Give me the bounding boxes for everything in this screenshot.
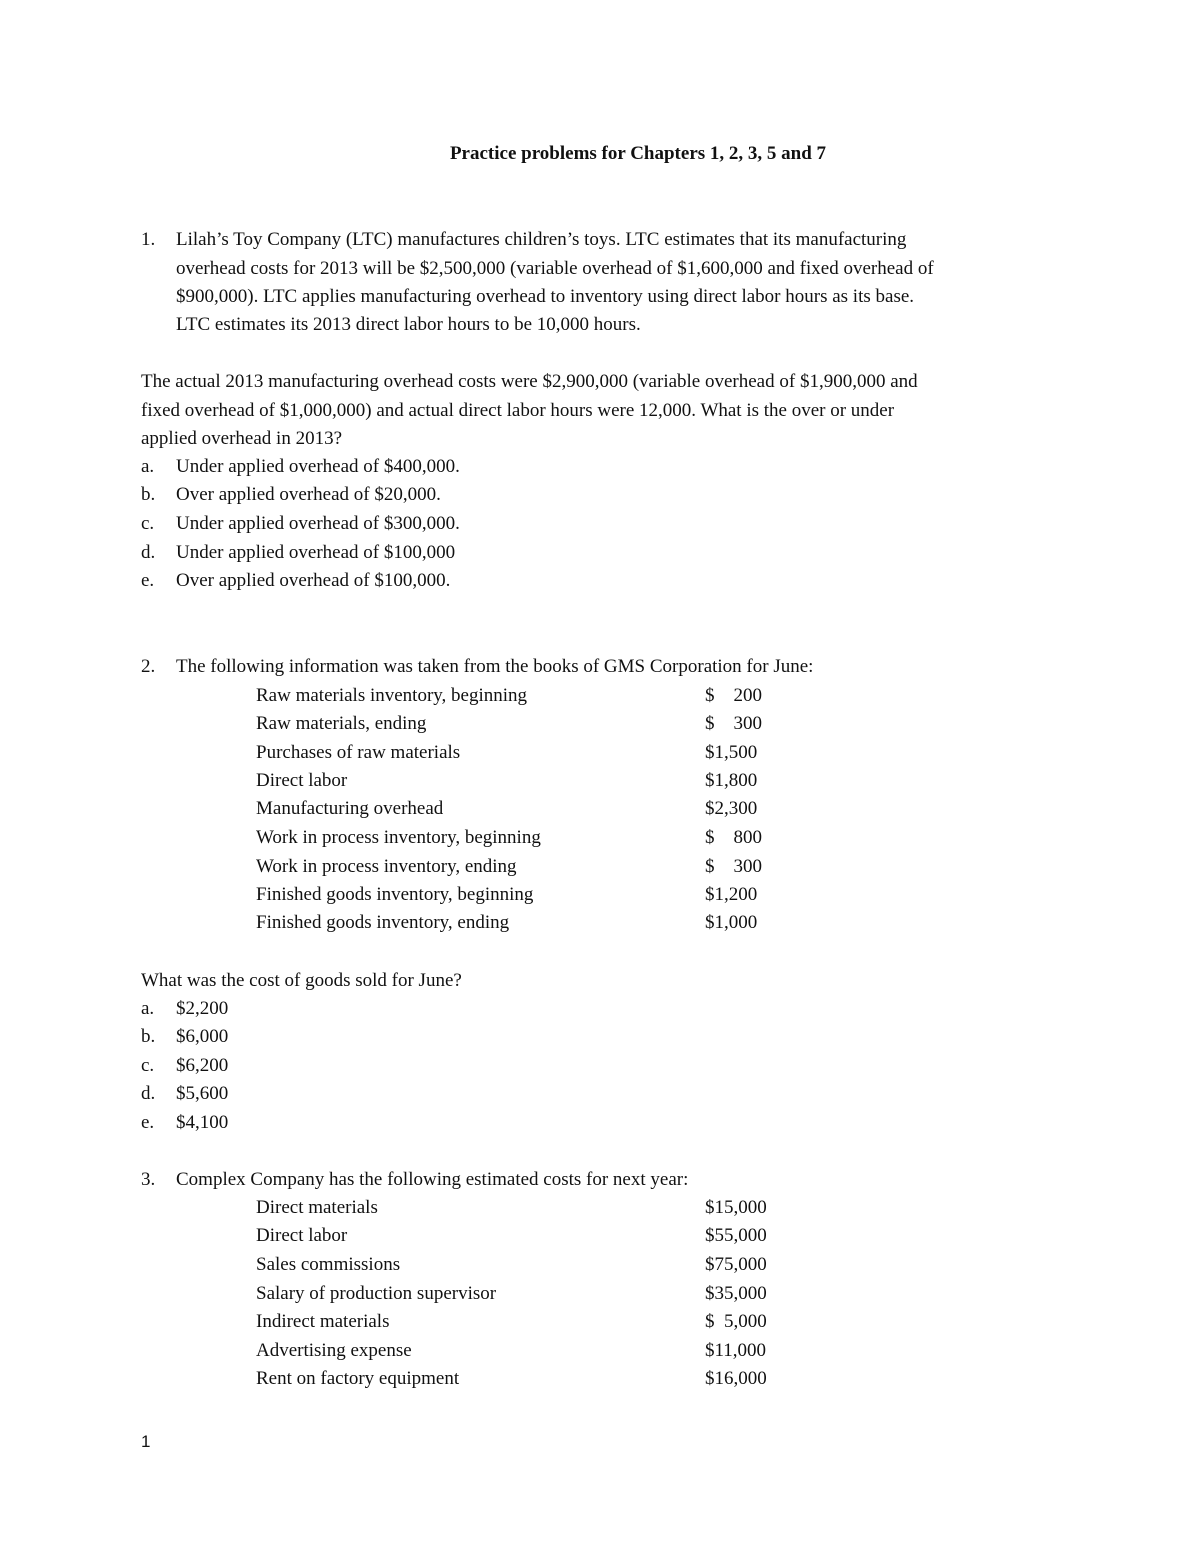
question-1-line xyxy=(0,283,1200,311)
option-letter: e. xyxy=(141,570,155,591)
option-text: $2,200 xyxy=(176,998,229,1019)
row-value: $ 300 xyxy=(705,713,762,734)
question-1-line xyxy=(0,255,1200,283)
page-title: Practice problems for Chapters 1, 2, 3, 5 and 7 xyxy=(449,143,827,164)
row-label: Raw materials, ending xyxy=(256,713,427,734)
option-letter: b. xyxy=(141,484,156,505)
row-label: Finished goods inventory, ending xyxy=(256,912,510,933)
table-row xyxy=(0,1365,1200,1393)
question-text: $900,000). LTC applies manufacturing overhead to inventory using direct labor hours as its base. xyxy=(176,286,915,307)
row-label: Direct materials xyxy=(256,1197,378,1218)
option-letter: e. xyxy=(141,1112,155,1133)
question-text: overhead costs for 2013 will be $2,500,000 (variable overhead of $1,600,000 and fixed overhead of xyxy=(176,258,934,279)
answer-option xyxy=(0,1080,1200,1108)
answer-option xyxy=(0,481,1200,509)
row-label: Direct labor xyxy=(256,770,348,791)
table-row xyxy=(0,767,1200,795)
page-number: 1 xyxy=(141,1432,151,1451)
question-prompt: The actual 2013 manufacturing overhead costs were $2,900,000 (variable overhead of $1,900,000 and xyxy=(141,371,918,392)
row-label: Work in process inventory, beginning xyxy=(256,827,541,848)
row-value: $55,000 xyxy=(705,1225,767,1246)
row-value: $11,000 xyxy=(705,1340,767,1361)
row-label: Sales commissions xyxy=(256,1254,401,1275)
option-text: Under applied overhead of $300,000. xyxy=(176,513,460,534)
row-value: $ 800 xyxy=(705,827,762,848)
table-row xyxy=(0,824,1200,852)
row-value: $16,000 xyxy=(705,1368,767,1389)
row-label: Direct labor xyxy=(256,1225,348,1246)
answer-option xyxy=(0,510,1200,538)
answer-option xyxy=(0,1109,1200,1137)
option-text: Over applied overhead of $100,000. xyxy=(176,570,451,591)
question-text: LTC estimates its 2013 direct labor hours to be 10,000 hours. xyxy=(176,314,641,335)
question-text: Lilah’s Toy Company (LTC) manufactures children’s toys. LTC estimates that its manufacturing xyxy=(176,229,907,250)
answer-option xyxy=(0,1023,1200,1051)
question-number: 1. xyxy=(141,229,156,250)
row-value: $1,000 xyxy=(705,912,758,933)
option-letter: c. xyxy=(141,513,155,534)
table-row xyxy=(0,710,1200,738)
row-value: $ 5,000 xyxy=(705,1311,767,1332)
question-1-prompt-line xyxy=(0,368,1200,396)
option-text: Under applied overhead of $400,000. xyxy=(176,456,460,477)
row-value: $ 300 xyxy=(705,856,762,877)
question-2-intro xyxy=(0,653,1200,681)
row-value: $2,300 xyxy=(705,798,758,819)
option-letter: d. xyxy=(141,542,156,563)
row-value: $1,200 xyxy=(705,884,758,905)
answer-option xyxy=(0,453,1200,481)
option-text: $5,600 xyxy=(176,1083,229,1104)
option-text: $4,100 xyxy=(176,1112,229,1133)
table-row xyxy=(0,1251,1200,1279)
row-value: $1,500 xyxy=(705,742,758,763)
row-value: $35,000 xyxy=(705,1283,767,1304)
answer-option xyxy=(0,1052,1200,1080)
table-row xyxy=(0,1222,1200,1250)
question-1-prompt-line xyxy=(0,425,1200,453)
question-1-line xyxy=(0,226,1200,254)
row-label: Work in process inventory, ending xyxy=(256,856,517,877)
option-letter: b. xyxy=(141,1026,156,1047)
row-value: $75,000 xyxy=(705,1254,767,1275)
question-2-prompt xyxy=(0,967,1200,995)
option-letter: d. xyxy=(141,1083,156,1104)
question-prompt: applied overhead in 2013? xyxy=(141,428,343,449)
option-letter: a. xyxy=(141,998,155,1019)
question-1-prompt-line xyxy=(0,397,1200,425)
option-text: $6,200 xyxy=(176,1055,229,1076)
row-value: $1,800 xyxy=(705,770,758,791)
option-text: $6,000 xyxy=(176,1026,229,1047)
row-label: Rent on factory equipment xyxy=(256,1368,460,1389)
option-letter: a. xyxy=(141,456,155,477)
question-text: Complex Company has the following estimated costs for next year: xyxy=(176,1169,689,1190)
table-row xyxy=(0,1194,1200,1222)
table-row xyxy=(0,1308,1200,1336)
row-label: Raw materials inventory, beginning xyxy=(256,685,528,706)
option-letter: c. xyxy=(141,1055,155,1076)
question-prompt: fixed overhead of $1,000,000) and actual direct labor hours were 12,000. What is the over or under xyxy=(141,400,895,421)
answer-option xyxy=(0,995,1200,1023)
question-number: 3. xyxy=(141,1169,156,1190)
answer-option xyxy=(0,539,1200,567)
table-row xyxy=(0,881,1200,909)
option-text: Under applied overhead of $100,000 xyxy=(176,542,456,563)
question-3-intro xyxy=(0,1166,1200,1194)
row-label: Salary of production supervisor xyxy=(256,1283,497,1304)
table-row xyxy=(0,1337,1200,1365)
option-text: Over applied overhead of $20,000. xyxy=(176,484,441,505)
table-row xyxy=(0,795,1200,823)
table-row xyxy=(0,1280,1200,1308)
row-value: $ 200 xyxy=(705,685,762,706)
question-1-line xyxy=(0,311,1200,339)
question-number: 2. xyxy=(141,656,156,677)
row-label: Finished goods inventory, beginning xyxy=(256,884,534,905)
row-label: Indirect materials xyxy=(256,1311,390,1332)
row-value: $15,000 xyxy=(705,1197,767,1218)
question-prompt: What was the cost of goods sold for June? xyxy=(141,970,462,991)
table-row xyxy=(0,739,1200,767)
row-label: Purchases of raw materials xyxy=(256,742,461,763)
answer-option xyxy=(0,567,1200,595)
row-label: Manufacturing overhead xyxy=(256,798,444,819)
table-row xyxy=(0,682,1200,710)
row-label: Advertising expense xyxy=(256,1340,412,1361)
question-text: The following information was taken from the books of GMS Corporation for June: xyxy=(176,656,814,677)
table-row xyxy=(0,853,1200,881)
table-row xyxy=(0,909,1200,937)
